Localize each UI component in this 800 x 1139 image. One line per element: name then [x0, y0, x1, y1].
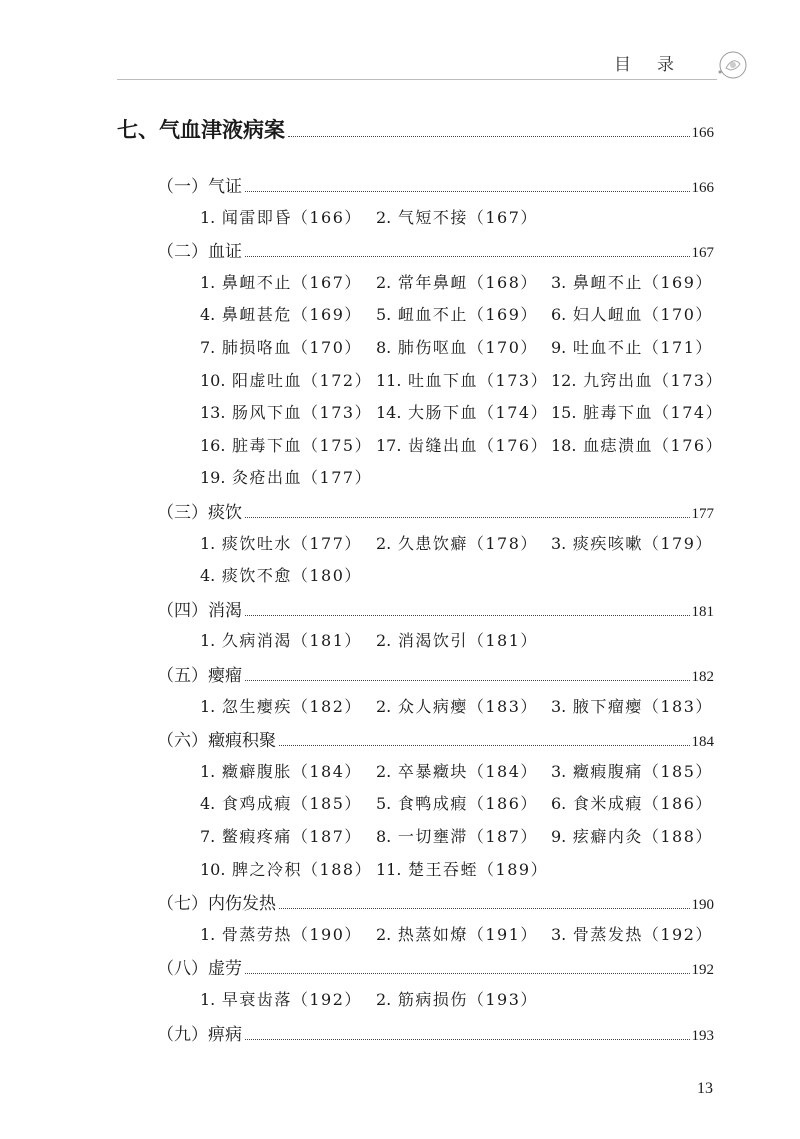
toc-section — [157, 726, 714, 752]
toc-section — [157, 1020, 714, 1046]
item-title: 消渴饮引（181） — [397, 631, 538, 651]
section-page: 166 — [691, 180, 714, 196]
item-number: 2. — [376, 207, 392, 227]
item-number: 11. — [376, 859, 402, 879]
item-number: 1. — [200, 761, 216, 781]
toc-item — [551, 368, 723, 394]
toc-item — [551, 531, 713, 557]
toc-item — [376, 922, 538, 948]
item-title: 痰疾咳嗽（179） — [572, 533, 713, 553]
dot-leader — [245, 1039, 690, 1040]
toc-item — [376, 824, 538, 850]
item-number: 14. — [376, 403, 402, 423]
section-title: （七）内伤发热 — [157, 894, 276, 915]
toc-item — [200, 628, 362, 654]
section-page: 184 — [691, 734, 714, 751]
item-title: 痰饮不愈（180） — [221, 566, 362, 586]
item-number: 13. — [200, 403, 226, 423]
item-number: 7. — [200, 338, 216, 357]
toc-item — [200, 922, 362, 948]
item-title: 楚王吞蛭（189） — [408, 859, 549, 879]
item-number: 4. — [200, 794, 216, 814]
dot-leader — [245, 517, 690, 518]
item-title: 久病消渴（181） — [221, 631, 362, 651]
toc-item — [200, 694, 362, 720]
toc-item — [200, 433, 372, 459]
item-number: 4. — [200, 566, 216, 586]
toc-item — [376, 433, 548, 459]
toc-item — [551, 433, 723, 459]
section-page: 167 — [691, 245, 714, 262]
item-number: 1. — [200, 696, 216, 716]
dot-leader — [279, 745, 690, 746]
toc-item — [376, 531, 538, 557]
item-number: 8. — [376, 338, 392, 357]
item-number: 2. — [376, 533, 392, 553]
item-title: 卒暴癥块（184） — [397, 761, 538, 781]
toc-section — [157, 172, 714, 198]
toc-item — [376, 628, 538, 654]
item-title: 痃癖内灸（188） — [572, 827, 713, 846]
item-number: 15. — [551, 403, 577, 423]
toc-section — [157, 498, 714, 524]
item-title: 筋病损伤（193） — [397, 990, 538, 1009]
item-number: 1. — [200, 533, 216, 553]
chapter-page: 166 — [691, 125, 714, 141]
item-title: 骨蒸劳热（190） — [221, 924, 362, 944]
item-number: 3. — [551, 761, 567, 781]
toc-section — [157, 889, 714, 915]
dot-leader — [288, 136, 690, 137]
flower-ornament-icon — [718, 50, 748, 80]
item-number: 11. — [376, 370, 402, 390]
toc-item — [200, 400, 372, 426]
section-page: 193 — [691, 1027, 714, 1044]
item-title: 久患饮癖（178） — [397, 533, 538, 553]
item-number: 8. — [376, 827, 392, 846]
item-title: 吐血不止（171） — [572, 338, 713, 357]
item-title: 常年鼻衄（168） — [397, 272, 538, 292]
toc-item — [200, 563, 362, 589]
item-title: 鳖瘕疼痛（187） — [221, 827, 362, 846]
section-title: （三）痰饮 — [157, 503, 242, 523]
item-number: 5. — [376, 305, 392, 325]
item-number: 1. — [200, 631, 216, 651]
item-number: 2. — [376, 761, 392, 781]
toc-item — [200, 270, 362, 296]
toc-item — [551, 400, 723, 426]
item-title: 鼻衄甚危（169） — [221, 305, 362, 325]
item-number: 12. — [551, 370, 577, 390]
item-title: 众人病瘿（183） — [397, 696, 538, 716]
item-number: 1. — [200, 990, 216, 1009]
item-title: 闻雷即昏（166） — [221, 207, 362, 227]
toc-item — [200, 791, 362, 817]
toc-item — [200, 531, 362, 557]
item-number: 18. — [551, 435, 577, 455]
chapter-title: 七、气血津液病案 — [117, 117, 285, 142]
item-title: 脏毒下血（174） — [583, 403, 724, 423]
item-title: 脾之冷积（188） — [232, 859, 373, 879]
item-number: 3. — [551, 924, 567, 944]
toc-item — [551, 759, 713, 785]
item-title: 肺损咯血（170） — [221, 338, 362, 357]
item-title: 忽生瘿疾（182） — [221, 696, 362, 716]
dot-leader — [245, 191, 690, 192]
item-title: 癥癖腹胀（184） — [221, 761, 362, 781]
toc-item — [200, 759, 362, 785]
item-title: 痰饮吐水（177） — [221, 533, 362, 553]
section-title: （六）癥瘕积聚 — [157, 731, 276, 752]
item-title: 阳虚吐血（172） — [232, 370, 373, 390]
item-number: 2. — [376, 990, 392, 1009]
item-number: 2. — [376, 631, 392, 651]
section-page: 190 — [691, 897, 714, 914]
chapter-entry — [117, 114, 714, 144]
item-number: 19. — [200, 468, 226, 488]
toc-item — [200, 465, 372, 491]
item-title: 大肠下血（174） — [408, 403, 549, 423]
item-number: 7. — [200, 827, 216, 846]
item-title: 脏毒下血（175） — [232, 435, 373, 455]
item-title: 灸疮出血（177） — [232, 468, 373, 488]
dot-leader — [245, 973, 690, 974]
dot-leader — [245, 256, 690, 257]
section-page: 177 — [691, 506, 714, 522]
item-title: 妇人衄血（170） — [572, 305, 713, 325]
toc-item — [551, 302, 713, 328]
item-title: 齿缝出血（176） — [408, 435, 549, 455]
item-number: 16. — [200, 435, 226, 455]
header-rule — [117, 79, 717, 80]
toc-section — [157, 237, 714, 263]
item-number: 9. — [551, 827, 567, 846]
toc-item — [551, 791, 713, 817]
item-number: 3. — [551, 533, 567, 553]
item-number: 6. — [551, 305, 567, 325]
toc-item — [200, 335, 362, 361]
toc-item — [551, 694, 713, 720]
item-number: 9. — [551, 338, 567, 357]
item-title: 吐血下血（173） — [408, 370, 549, 390]
toc-item — [200, 824, 362, 850]
toc-item — [376, 987, 538, 1013]
toc-item — [551, 922, 713, 948]
item-number: 1. — [200, 272, 216, 292]
item-title: 腋下瘤瘿（183） — [572, 696, 713, 716]
item-title: 气短不接（167） — [397, 207, 538, 227]
toc-item — [200, 857, 372, 883]
section-page: 182 — [691, 669, 714, 685]
section-title: （一）气证 — [157, 177, 242, 197]
dot-leader — [245, 680, 690, 681]
item-number: 10. — [200, 370, 226, 390]
toc-section — [157, 954, 714, 980]
section-title: （五）瘿瘤 — [157, 666, 242, 686]
toc-item — [376, 368, 548, 394]
item-title: 食米成瘕（186） — [572, 794, 713, 814]
item-title: 一切壅滞（187） — [397, 827, 538, 846]
toc-item — [376, 302, 538, 328]
toc-item — [551, 270, 713, 296]
section-title: （八）虚劳 — [157, 959, 242, 980]
item-title: 肺伤呕血（170） — [397, 338, 538, 357]
section-page: 192 — [691, 962, 714, 979]
toc-item — [551, 824, 713, 850]
item-title: 热蒸如燎（191） — [397, 924, 538, 944]
section-title: （二）血证 — [157, 242, 242, 263]
item-number: 2. — [376, 272, 392, 292]
section-title: （四）消渴 — [157, 600, 242, 621]
item-number: 3. — [551, 272, 567, 292]
item-number: 10. — [200, 859, 226, 879]
item-title: 骨蒸发热（192） — [572, 924, 713, 944]
toc-item — [376, 270, 538, 296]
toc-item — [200, 302, 362, 328]
toc-section — [157, 661, 714, 687]
toc-item — [200, 987, 362, 1013]
page-number: 13 — [697, 1080, 713, 1097]
item-number: 2. — [376, 696, 392, 716]
item-number: 2. — [376, 924, 392, 944]
item-title: 鼻衄不止（167） — [221, 272, 362, 292]
section-title: （九）痹病 — [157, 1024, 242, 1045]
toc-item — [200, 205, 362, 231]
toc-item — [376, 791, 538, 817]
toc-item — [376, 335, 538, 361]
item-title: 食鸭成瘕（186） — [397, 794, 538, 814]
item-title: 鼻衄不止（169） — [572, 272, 713, 292]
toc-item — [376, 400, 548, 426]
toc-item — [551, 335, 713, 361]
item-title: 九窍出血（173） — [583, 370, 724, 390]
section-page: 181 — [691, 603, 714, 620]
item-title: 衄血不止（169） — [397, 305, 538, 325]
dot-leader — [245, 615, 690, 616]
item-number: 4. — [200, 305, 216, 325]
dot-leader — [279, 908, 690, 909]
toc-item — [376, 857, 548, 883]
item-number: 17. — [376, 435, 402, 455]
toc-item — [200, 368, 372, 394]
item-title: 癥瘕腹痛（185） — [572, 761, 713, 781]
item-number: 3. — [551, 696, 567, 716]
item-number: 6. — [551, 794, 567, 814]
item-number: 1. — [200, 207, 216, 227]
toc-section — [157, 596, 714, 622]
item-number: 5. — [376, 794, 392, 814]
item-title: 早衰齿落（192） — [221, 990, 362, 1009]
toc-item — [376, 694, 538, 720]
running-header-title: 目录 — [614, 55, 700, 75]
item-title: 肠风下血（173） — [232, 403, 373, 423]
item-title: 食鸡成瘕（185） — [221, 794, 362, 814]
toc-item — [376, 205, 538, 231]
toc-item — [376, 759, 538, 785]
item-title: 血痣溃血（176） — [583, 435, 724, 455]
item-number: 1. — [200, 924, 216, 944]
